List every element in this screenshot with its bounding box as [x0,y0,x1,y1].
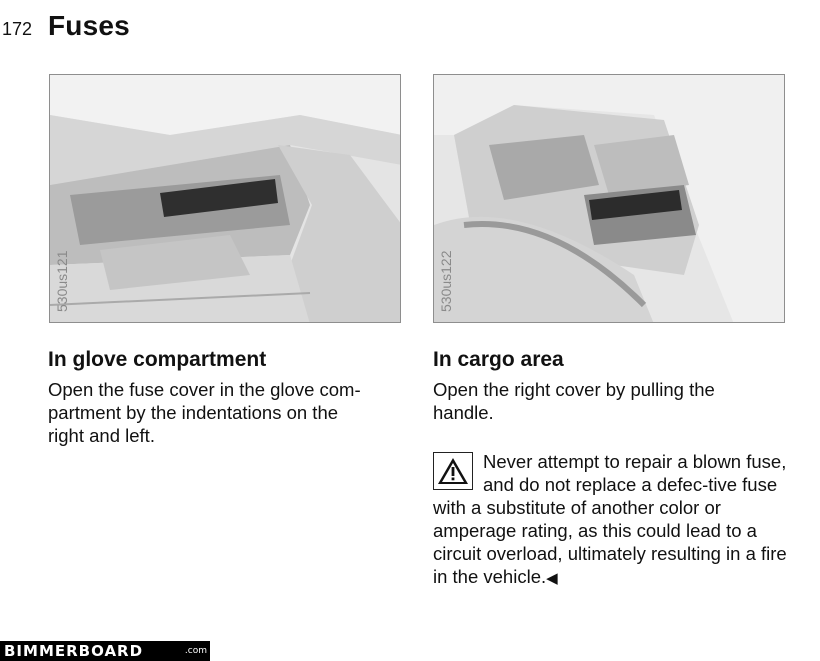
glove-compartment-figure [49,74,401,323]
cargo-area-figure [433,74,785,323]
glove-compartment-section [48,348,414,447]
section-body: Open the fuse cover in the glove com- partment by the indentations on the right and left. [48,379,361,446]
watermark-logo [0,641,210,661]
cargo-area-illustration [434,75,785,323]
section-heading: In glove compartment [48,348,267,371]
watermark-tld: .com [184,646,207,656]
warning-triangle-icon [433,452,473,490]
watermark-text: BIMMERBOARD [4,642,144,660]
page-number: 172 [2,19,33,39]
glove-compartment-illustration [50,75,401,323]
page-title: Fuses [48,10,130,41]
section-heading: In cargo area [433,348,564,371]
figure-code: 530us122 [438,250,454,312]
figure-code: 530us121 [54,250,70,312]
section-body: Open the right cover by pulling the handle. [433,379,715,423]
warning-note [433,450,803,590]
warning-text: Never attempt to repair a blown fuse, and do not replace a defec-tive fuse with a substitute of another color or amperage rating, as this could lead to a circuit overload, ultimately resulting in a fire in the vehicle. [433,451,787,587]
cargo-area-section [433,348,799,424]
end-mark-icon: ◀ [546,570,558,587]
